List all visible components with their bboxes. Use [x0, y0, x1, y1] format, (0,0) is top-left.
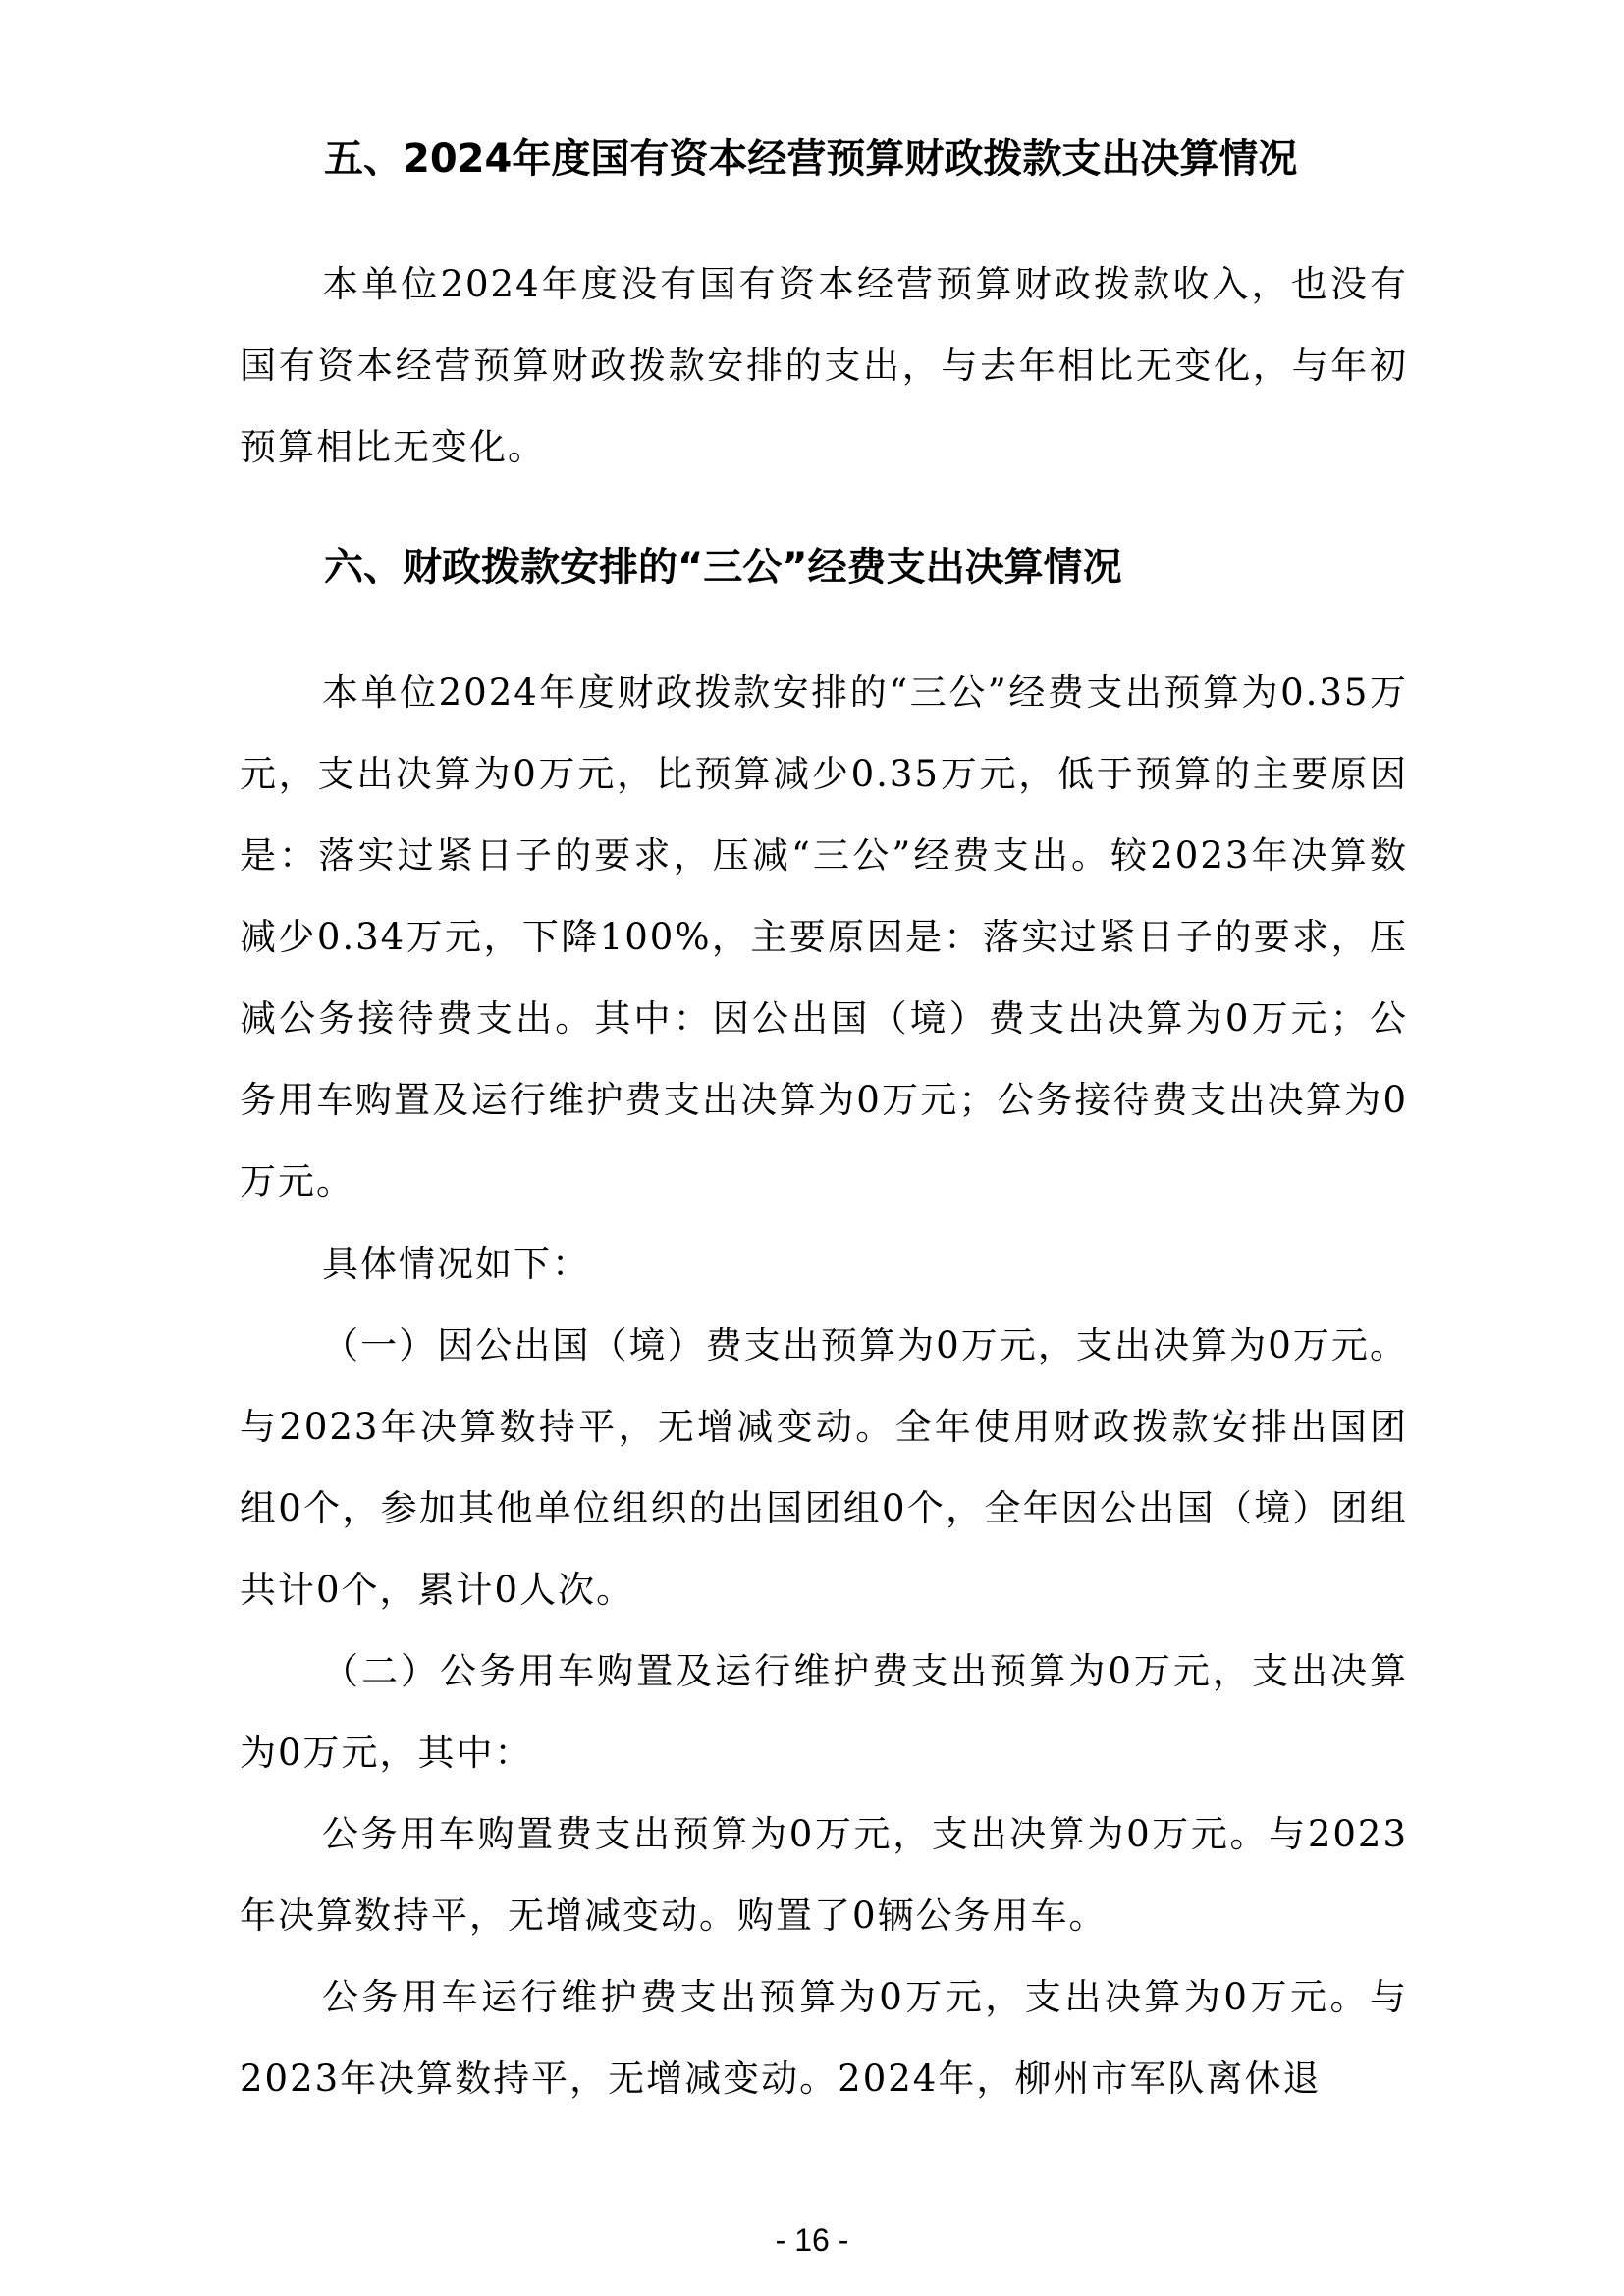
section-5-heading: 五、2024年度国有资本经营预算财政拨款支出决算情况 — [324, 136, 1298, 182]
section-6-item-1: （一）因公出国（境）费支出预算为0万元，支出决算为0万元。与2023年决算数持平，无增减变动。全年使用财政拨款安排出国团组0个，参加其他单位组织的出国团组0个，全年因公出国（境）团组共计0个，累计0人次。 — [240, 1324, 1408, 1611]
page-number: - 16 - — [775, 2222, 849, 2258]
section-6-item-2-operation: 公务用车运行维护费支出预算为0万元，支出决算为0万元。与2023年决算数持平，无增减变动。2024年，柳州市军队离休退 — [240, 1976, 1408, 2100]
section-6-heading: 六、财政拨款安排的“三公”经费支出决算情况 — [324, 545, 1122, 590]
section-6-details-lead: 具体情况如下： — [322, 1243, 590, 1285]
section-5-body: 本单位2024年度没有国有资本经营预算财政拨款收入，也没有国有资本经营预算财政拨款安排的支出，与去年相比无变化，与年初预算相比无变化。 — [240, 263, 1408, 468]
section-6-intro: 本单位2024年度财政拨款安排的“三公”经费支出预算为0.35万元，支出决算为0万元，比预算减少0.35万元，低于预算的主要原因是：落实过紧日子的要求，压减“三公”经费支出。较2023年决算数减少0.34万元，下降100%，主要原因是：落实过紧日子的要求，压减公务接待费支出。其中：因公出国（境）费支出决算为0万元；公务用车购置及运行维护费支出决算为0万元；公务接待费支出决算为0万元。 — [240, 671, 1408, 1202]
section-6-item-2: （二）公务用车购置及运行维护费支出预算为0万元，支出决算为0万元，其中： — [240, 1650, 1408, 1774]
section-6-item-2-purchase: 公务用车购置费支出预算为0万元，支出决算为0万元。与2023年决算数持平，无增减变动。购置了0辆公务用车。 — [240, 1813, 1408, 1937]
